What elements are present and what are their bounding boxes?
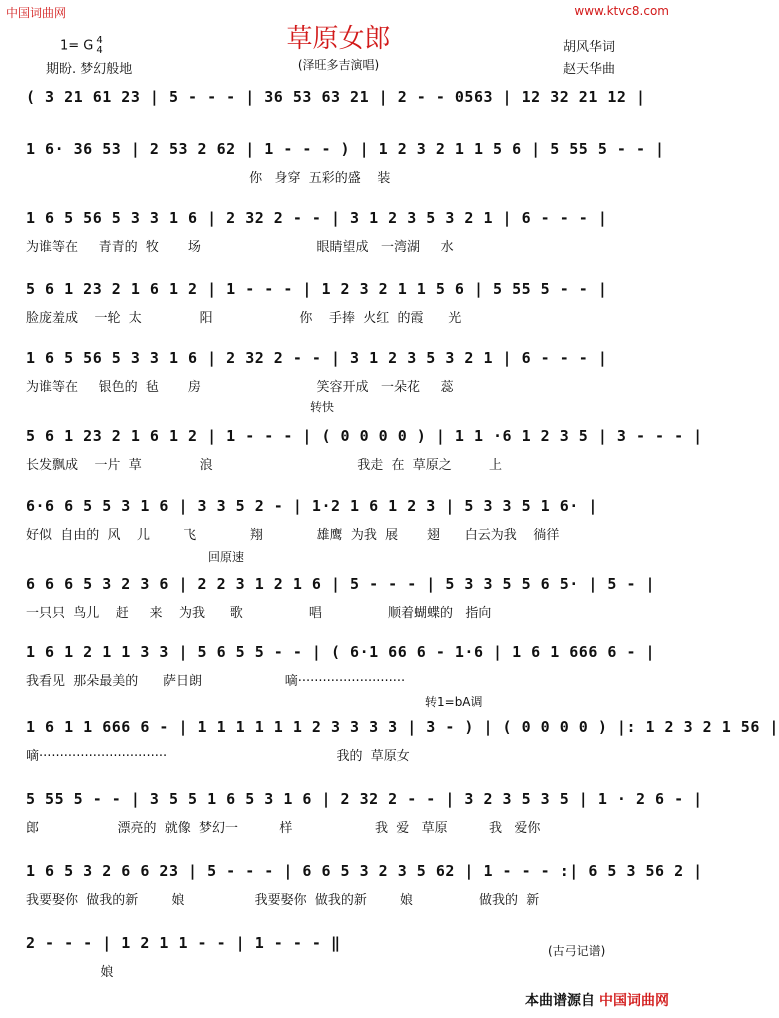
lyric-row-12: 我要娶你 做我的新 娘 我要娶你 做我的新 娘 做我的 新	[26, 893, 540, 908]
lyricist-credit: 胡风华词	[563, 40, 616, 55]
key-signature	[60, 36, 103, 56]
lyric-row-9: 我看见 那朵最美的 萨日朗 嘀··························	[26, 674, 406, 689]
score-row-9: 1 6 1 2 1 1 3 3 | 5 6 5 5 - - | ( 6·1 66 6 - 1·6 | 1 6 1 666 6 - |	[26, 643, 656, 661]
modulation-annotation: 转1=bA调	[425, 695, 483, 709]
score-row-3: 1 6 5 56 5 3 3 1 6 | 2 32 2 - - | 3 1 2 3 5 3 2 1 | 6 - - - |	[26, 209, 608, 227]
score-row-4: 5 6 1 23 2 1 6 1 2 | 1 - - - | 1 2 3 2 1 1 5 6 | 5 55 5 - - |	[26, 280, 608, 298]
lyric-row-3: 为谁等在 青青的 牧 场 眼睛望成 一湾湖 水	[26, 240, 454, 255]
score-row-11: 5 55 5 - - | 3 5 5 1 6 5 3 1 6 | 2 32 2 - - | 3 2 3 5 3 5 | 1 · 2 6 - |	[26, 790, 703, 808]
site-url[interactable]: www.ktvc8.com	[574, 4, 669, 18]
transcriber-credit: (古弓记谱)	[548, 944, 606, 958]
time-sig-top: 4	[96, 35, 103, 46]
score-row-13: 2 - - - | 1 2 1 1 - - | 1 - - - ‖	[26, 934, 341, 952]
lyric-row-11: 郎 漂亮的 就像 梦幻一 样 我 爱 草原 我 爱你	[26, 821, 541, 836]
score-row-1: ( 3 21 61 23 | 5 - - - | 36 53 63 21 | 2 - - 0563 | 12 32 21 12 |	[26, 88, 646, 106]
score-row-8: 6 6 6 5 3 2 3 6 | 2 2 3 1 2 1 6 | 5 - - - | 5 3 3 5 5 6 5· | 5 - |	[26, 575, 656, 593]
time-sig-bottom: 4	[96, 45, 103, 56]
key-label: 1= G	[60, 38, 94, 54]
lyric-row-13: 娘	[26, 965, 114, 980]
performer-subtitle: (泽旺多吉演唱)	[297, 58, 380, 72]
tempo-change-annotation: 转快	[310, 400, 335, 414]
site-name-cn[interactable]: 中国词曲网	[6, 6, 67, 20]
footer-source-label: 本曲谱源自	[525, 993, 595, 1009]
return-tempo-annotation: 回原速	[208, 550, 245, 564]
lyric-row-7: 好似 自由的 风 儿 飞 翔 雄鹰 为我 展 翅 白云为我 徜徉	[26, 528, 560, 543]
lyric-row-1	[26, 115, 650, 133]
lyric-row-5: 为谁等在 银色的 毡 房 笑容开成 一朵花 蕊	[26, 380, 454, 395]
score-row-10: 1 6 1 1 666 6 - | 1 1 1 1 1 1 2 3 3 3 3 | 3 - ) | ( 0 0 0 0 ) |: 1 2 3 2 1 56 |	[26, 718, 779, 736]
lyric-row-6: 长发飘成 一片 草 浪 我走 在 草原之 上	[26, 458, 502, 473]
score-row-7: 6·6 6 5 5 3 1 6 | 3 3 5 2 - | 1·2 1 6 1 2 3 | 5 3 3 5 1 6· |	[26, 497, 598, 515]
score-row-2: 1 6· 36 53 | 2 53 2 62 | 1 - - - ) | 1 2 3 2 1 1 5 6 | 5 55 5 - - |	[26, 140, 665, 158]
time-signature	[96, 36, 102, 56]
song-title: 草原女郎	[286, 24, 391, 54]
score-row-6: 5 6 1 23 2 1 6 1 2 | 1 - - - | ( 0 0 0 0 ) | 1 1 ·6 1 2 3 5 | 3 - - - |	[26, 427, 703, 445]
score-row-5: 1 6 5 56 5 3 3 1 6 | 2 32 2 - - | 3 1 2 3 5 3 2 1 | 6 - - - |	[26, 349, 608, 367]
lyric-row-8: 一只只 鸟儿 赶 来 为我 歌 唱 顺着蝴蝶的 指向	[26, 606, 492, 621]
lyric-row-2: 你 身穿 五彩的盛 装	[26, 171, 391, 186]
score-row-12: 1 6 5 3 2 6 6 23 | 5 - - - | 6 6 5 3 2 3 5 62 | 1 - - - :| 6 5 3 56 2 |	[26, 862, 703, 880]
lyric-row-4: 脸庞羞成 一轮 太 阳 你 手捧 火红 的霞 光	[26, 311, 462, 326]
mood-marking: 期盼. 梦幻般地	[46, 62, 133, 77]
footer-site-link[interactable]: 中国词曲网	[599, 993, 669, 1009]
composer-credit: 赵天华曲	[563, 62, 616, 77]
lyric-row-10: 嘀······························· 我的 草原女	[26, 749, 410, 764]
